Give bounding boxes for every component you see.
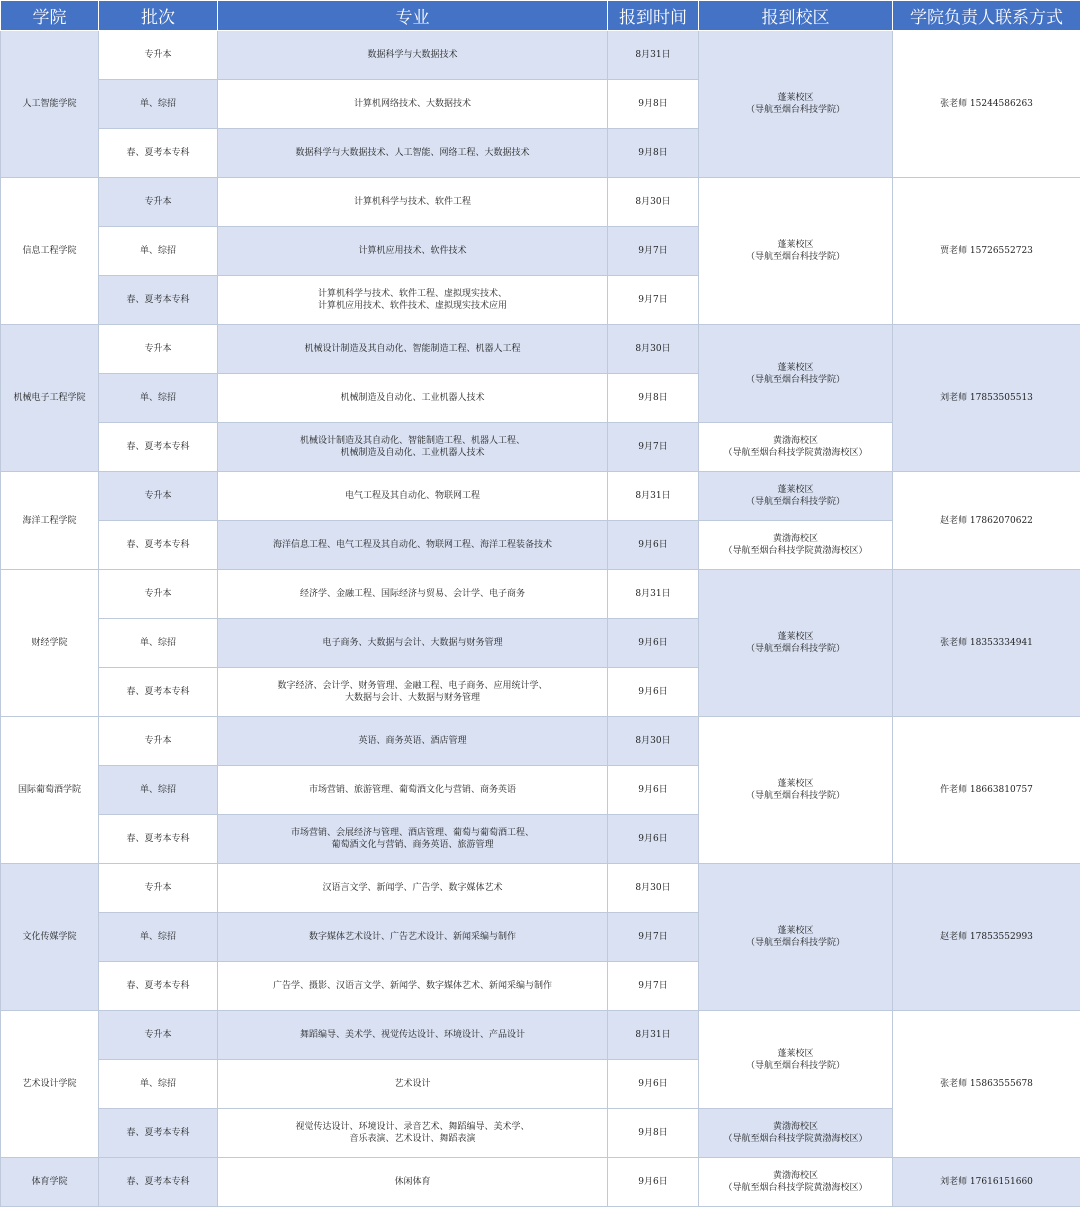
table-cell: 9月6日 [608, 1158, 699, 1207]
table-cell: 单、综招 [99, 913, 218, 962]
table-cell: 春、夏考本专科 [99, 423, 218, 472]
table-cell: 9月6日 [608, 1060, 699, 1109]
header-contact: 学院负责人联系方式 [893, 1, 1080, 31]
table-cell: 数据科学与大数据技术 [218, 31, 608, 80]
table-cell: 8月30日 [608, 178, 699, 227]
table-row [1, 178, 1080, 227]
table-cell: 机械设计制造及其自动化、智能制造工程、机器人工程、 机械制造及自动化、工业机器人技术 [218, 423, 608, 472]
table-cell: 春、夏考本专科 [99, 276, 218, 325]
table-cell: 机械制造及自动化、工业机器人技术 [218, 374, 608, 423]
table-cell: 专升本 [99, 325, 218, 374]
table-cell: 刘老师 17616151660 [893, 1158, 1080, 1207]
table-cell: 艺术设计 [218, 1060, 608, 1109]
table-cell: 9月6日 [608, 521, 699, 570]
table-cell: 黄渤海校区 （导航至烟台科技学院黄渤海校区） [699, 423, 893, 472]
table-cell: 张老师 18353334941 [893, 570, 1080, 717]
header-row [1, 1, 1080, 31]
table-cell: 单、综招 [99, 80, 218, 129]
table-cell: 机械设计制造及其自动化、智能制造工程、机器人工程 [218, 325, 608, 374]
table-cell: 体育学院 [1, 1158, 99, 1207]
table-row [1, 1158, 1080, 1207]
table-cell: 专升本 [99, 472, 218, 521]
table-cell: 9月7日 [608, 423, 699, 472]
table-cell: 艺术设计学院 [1, 1011, 99, 1158]
table-cell: 计算机网络技术、大数据技术 [218, 80, 608, 129]
table-cell: 9月8日 [608, 129, 699, 178]
table-cell: 专升本 [99, 570, 218, 619]
table-cell: 9月6日 [608, 815, 699, 864]
table-body [1, 31, 1080, 1207]
table-cell: 蓬莱校区 （导航至烟台科技学院） [699, 864, 893, 1011]
table-cell: 蓬莱校区 （导航至烟台科技学院） [699, 570, 893, 717]
table-cell: 春、夏考本专科 [99, 668, 218, 717]
table-cell: 数据科学与大数据技术、人工智能、网络工程、大数据技术 [218, 129, 608, 178]
table-cell: 文化传媒学院 [1, 864, 99, 1011]
table-cell: 9月8日 [608, 374, 699, 423]
table-cell: 刘老师 17853505513 [893, 325, 1080, 472]
table-cell: 专升本 [99, 1011, 218, 1060]
table-cell: 休闲体育 [218, 1158, 608, 1207]
table-cell: 单、综招 [99, 374, 218, 423]
table-row [1, 472, 1080, 521]
table-cell: 海洋工程学院 [1, 472, 99, 570]
table-cell: 9月8日 [608, 80, 699, 129]
table-row [1, 864, 1080, 913]
table-cell: 张老师 15244586263 [893, 31, 1080, 178]
table-cell: 9月6日 [608, 619, 699, 668]
table-cell: 计算机科学与技术、软件工程 [218, 178, 608, 227]
table-cell: 海洋信息工程、电气工程及其自动化、物联网工程、海洋工程装备技术 [218, 521, 608, 570]
table-cell: 视觉传达设计、环境设计、录音艺术、舞蹈编导、美术学、 音乐表演、艺术设计、舞蹈表演 [218, 1109, 608, 1158]
table-cell: 8月30日 [608, 864, 699, 913]
table-cell: 春、夏考本专科 [99, 1109, 218, 1158]
table-cell: 单、综招 [99, 1060, 218, 1109]
table-cell: 市场营销、会展经济与管理、酒店管理、葡萄与葡萄酒工程、 葡萄酒文化与营销、商务英语、旅游管理 [218, 815, 608, 864]
table-cell: 单、综招 [99, 619, 218, 668]
table-cell: 9月6日 [608, 766, 699, 815]
table-cell: 国际葡萄酒学院 [1, 717, 99, 864]
table-cell: 专升本 [99, 31, 218, 80]
table-cell: 广告学、摄影、汉语言文学、新闻学、数字媒体艺术、新闻采编与制作 [218, 962, 608, 1011]
table-cell: 蓬莱校区 （导航至烟台科技学院） [699, 31, 893, 178]
header-major: 专业 [218, 1, 608, 31]
table-cell: 蓬莱校区 （导航至烟台科技学院） [699, 472, 893, 521]
table-cell: 单、综招 [99, 766, 218, 815]
table-cell: 单、综招 [99, 227, 218, 276]
table-cell: 9月7日 [608, 913, 699, 962]
table-row [1, 325, 1080, 374]
table-cell: 舞蹈编导、美术学、视觉传达设计、环境设计、产品设计 [218, 1011, 608, 1060]
table-cell: 黄渤海校区 （导航至烟台科技学院黄渤海校区） [699, 521, 893, 570]
table-cell: 计算机应用技术、软件技术 [218, 227, 608, 276]
table-cell: 蓬莱校区 （导航至烟台科技学院） [699, 1011, 893, 1109]
table-cell: 蓬莱校区 （导航至烟台科技学院） [699, 325, 893, 423]
table-cell: 英语、商务英语、酒店管理 [218, 717, 608, 766]
table-cell: 春、夏考本专科 [99, 1158, 218, 1207]
table-cell: 蓬莱校区 （导航至烟台科技学院） [699, 717, 893, 864]
table-cell: 数字经济、会计学、财务管理、金融工程、电子商务、应用统计学、 大数据与会计、大数据与财务管理 [218, 668, 608, 717]
table-cell: 9月8日 [608, 1109, 699, 1158]
table-cell: 春、夏考本专科 [99, 815, 218, 864]
table-cell: 电子商务、大数据与会计、大数据与财务管理 [218, 619, 608, 668]
table-row [1, 31, 1080, 80]
header-batch: 批次 [99, 1, 218, 31]
table-cell: 机械电子工程学院 [1, 325, 99, 472]
table-cell: 春、夏考本专科 [99, 129, 218, 178]
table-cell: 汉语言文学、新闻学、广告学、数字媒体艺术 [218, 864, 608, 913]
header-college: 学院 [1, 1, 99, 31]
table-cell: 8月31日 [608, 31, 699, 80]
header-campus: 报到校区 [699, 1, 893, 31]
table-cell: 计算机科学与技术、软件工程、虚拟现实技术、 计算机应用技术、软件技术、虚拟现实技术应用 [218, 276, 608, 325]
table-cell: 电气工程及其自动化、物联网工程 [218, 472, 608, 521]
table-row [1, 570, 1080, 619]
table-cell: 8月30日 [608, 717, 699, 766]
table-cell: 8月31日 [608, 472, 699, 521]
table-row [1, 717, 1080, 766]
table-cell: 赵老师 17853552993 [893, 864, 1080, 1011]
table-cell: 数字媒体艺术设计、广告艺术设计、新闻采编与制作 [218, 913, 608, 962]
header-report-date: 报到时间 [608, 1, 699, 31]
table-cell: 赵老师 17862070622 [893, 472, 1080, 570]
table-cell: 黄渤海校区 （导航至烟台科技学院黄渤海校区） [699, 1158, 893, 1207]
table-cell: 9月7日 [608, 276, 699, 325]
table-cell: 8月31日 [608, 1011, 699, 1060]
table-cell: 人工智能学院 [1, 31, 99, 178]
table-cell: 财经学院 [1, 570, 99, 717]
table-cell: 9月7日 [608, 227, 699, 276]
table-cell: 专升本 [99, 717, 218, 766]
table-cell: 仵老师 18663810757 [893, 717, 1080, 864]
table-cell: 春、夏考本专科 [99, 521, 218, 570]
table-cell: 9月6日 [608, 668, 699, 717]
table-row [1, 1011, 1080, 1060]
table-cell: 8月31日 [608, 570, 699, 619]
table-cell: 春、夏考本专科 [99, 962, 218, 1011]
table-cell: 贾老师 15726552723 [893, 178, 1080, 325]
table-cell: 黄渤海校区 （导航至烟台科技学院黄渤海校区） [699, 1109, 893, 1158]
table-cell: 9月7日 [608, 962, 699, 1011]
table-cell: 经济学、金融工程、国际经济与贸易、会计学、电子商务 [218, 570, 608, 619]
table-cell: 专升本 [99, 178, 218, 227]
table-cell: 蓬莱校区 （导航至烟台科技学院） [699, 178, 893, 325]
table-cell: 张老师 15863555678 [893, 1011, 1080, 1158]
table-cell: 市场营销、旅游管理、葡萄酒文化与营销、商务英语 [218, 766, 608, 815]
table-cell: 专升本 [99, 864, 218, 913]
table-cell: 信息工程学院 [1, 178, 99, 325]
table-cell: 8月30日 [608, 325, 699, 374]
